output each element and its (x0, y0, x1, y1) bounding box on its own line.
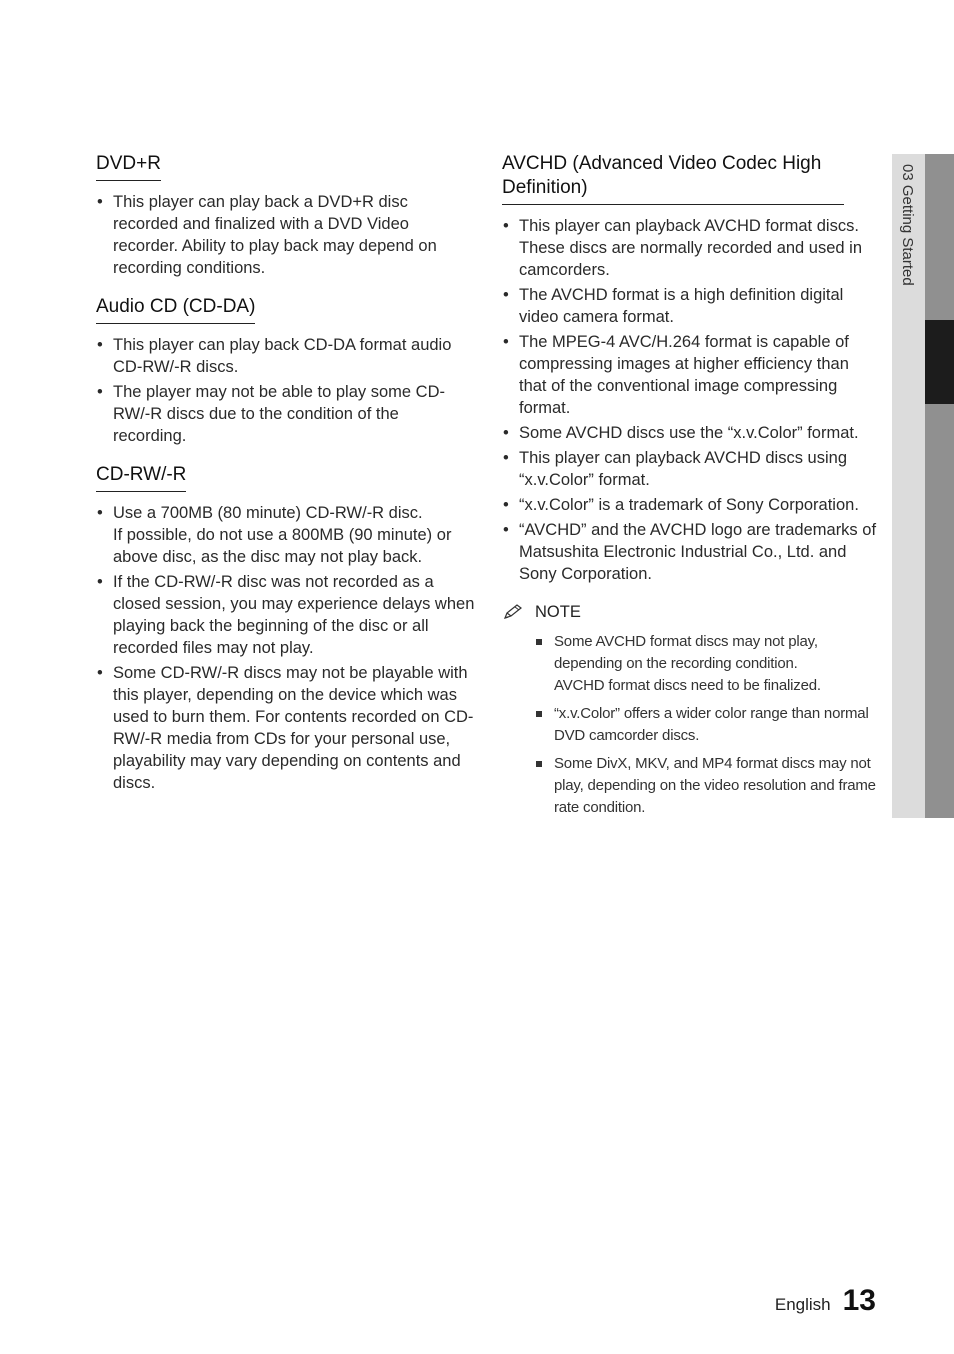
list-item: • The AVCHD format is a high definition digital video camera format. (502, 284, 878, 328)
list-item: • “x.v.Color” is a trademark of Sony Corporation. (502, 494, 878, 516)
section-heading: CD-RW/-R (96, 463, 186, 492)
bullet-list (96, 334, 476, 447)
list-item: • Some AVCHD discs use the “x.v.Color” format. (502, 422, 878, 444)
side-tab-chapter-marker (925, 320, 954, 404)
list-item: • This player can playback AVCHD format discs. These discs are normally recorded and used in camcorders. (502, 215, 878, 281)
list-item: • The MPEG-4 AVC/H.264 format is capable of compressing images at higher efficiency than that of the conventional image compressing format. (502, 331, 878, 419)
section-heading: AVCHD (Advanced Video Codec High Definition) (502, 152, 844, 205)
section-audio-cd (96, 295, 476, 447)
side-tab-light-strip (892, 154, 925, 818)
bullet-list (502, 215, 878, 585)
bullet-list (96, 191, 476, 279)
note-item-line: AVCHD format discs need to be finalized. (554, 677, 821, 694)
left-column (96, 152, 476, 810)
list-item: • This player can play back CD-DA format audio CD-RW/-R discs. (96, 334, 476, 378)
list-item: • “AVCHD” and the AVCHD logo are trademarks of Matsushita Electronic Industrial Co., Ltd. and Sony Corporation. (502, 519, 878, 585)
note-list (502, 631, 878, 819)
footer-language: English (774, 1295, 831, 1314)
note-label: NOTE (535, 603, 581, 621)
list-item-line: If possible, do not use a 800MB (90 minute) or above disc, as the disc may not play back. (113, 526, 452, 566)
chapter-label: 03 Getting Started (899, 164, 916, 286)
list-item: • The player may not be able to play some CD-RW/-R discs due to the condition of the recording. (96, 381, 476, 447)
list-item: • Some CD-RW/-R discs may not be playable with this player, depending on the device which was used to burn them. For contents recorded on CD-RW/-R media from CDs for your personal use, playability may vary depending on contents and discs. (96, 662, 476, 794)
note-header (502, 601, 878, 623)
pencil-icon (502, 603, 524, 621)
section-heading: Audio CD (CD-DA) (96, 295, 255, 324)
list-item: • This player can play back a DVD+R disc recorded and finalized with a DVD Video recorder. Ability to play back may depend on recording conditions. (96, 191, 476, 279)
list-item (96, 502, 476, 568)
note-item: “x.v.Color” offers a wider color range than normal DVD camcorder discs. (536, 703, 878, 747)
chapter-side-tab (892, 154, 954, 818)
list-item-line: • Use a 700MB (80 minute) CD-RW/-R disc. (113, 504, 423, 522)
bullet-list (96, 502, 476, 794)
section-avchd (502, 152, 878, 585)
section-heading: DVD+R (96, 152, 161, 181)
section-dvd-r (96, 152, 476, 279)
right-column (502, 152, 878, 825)
side-tab-dark-strip (925, 154, 954, 320)
page-footer (775, 1284, 876, 1318)
note-item: Some DivX, MKV, and MP4 format discs may not play, depending on the video resolution and frame rate condition. (536, 753, 878, 819)
list-item: • This player can playback AVCHD discs using “x.v.Color” format. (502, 447, 878, 491)
side-tab-dark-strip (925, 404, 954, 818)
section-cd-rw-r (96, 463, 476, 794)
page-number: 13 (842, 1284, 876, 1317)
note-item-line: Some AVCHD format discs may not play, depending on the recording condition. (554, 633, 818, 672)
note-item (536, 631, 878, 697)
list-item: • If the CD-RW/-R disc was not recorded as a closed session, you may experience delays when playing back the beginning of the disc or all recorded files may not play. (96, 571, 476, 659)
